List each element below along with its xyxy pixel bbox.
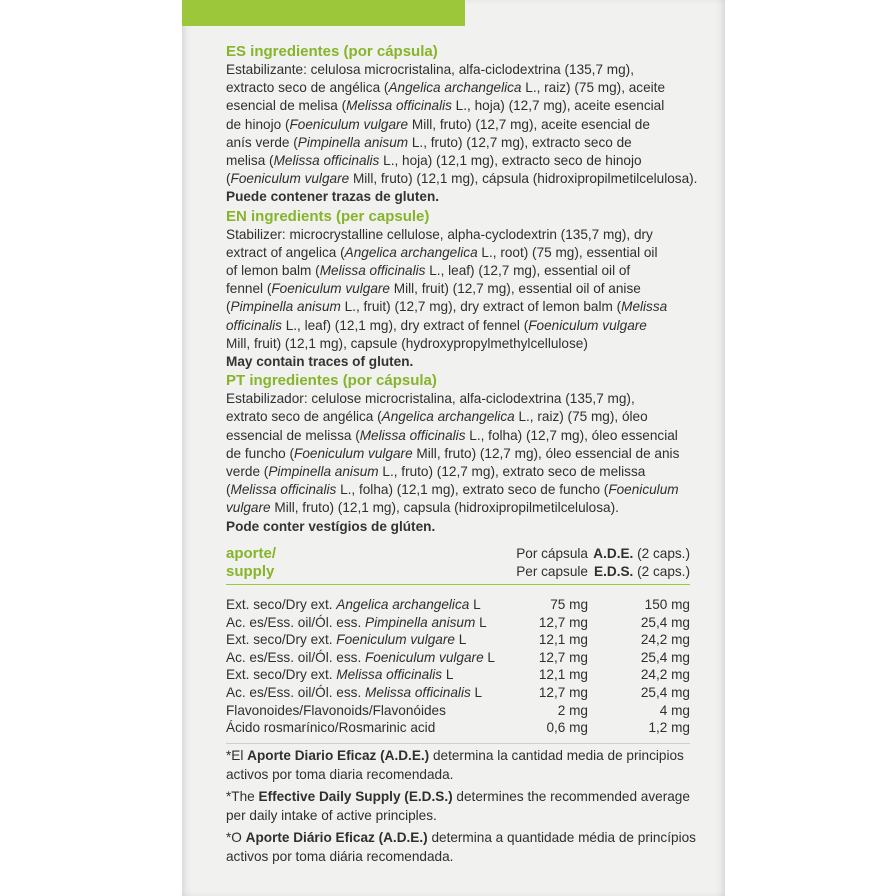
section-text-en (226, 226, 696, 353)
table-title: aporte/ supply (226, 545, 277, 580)
daily-value: 4 mg (659, 702, 690, 718)
nutrient-name: Ac. es/Ess. oil/Ól. ess. Melissa officinalis L (226, 684, 483, 700)
section-title-es: ES ingredientes (por cápsula) (226, 43, 438, 60)
daily-value: 25,4 mg (640, 614, 690, 630)
daily-value: 25,4 mg (640, 649, 690, 665)
per-capsule-value: 12,7 mg (538, 649, 588, 665)
per-capsule-value: 2 mg (557, 702, 588, 718)
footnote: *El Aporte Diario Eficaz (A.D.E.) determina la cantidad media de principios activos por toma diaria recomendada. (226, 748, 684, 782)
ingredient-line: de funcho (Foeniculum vulgare Mill, fruto) (12,7 mg), óleo essencial de anis (226, 445, 680, 461)
ingredient-line: officinalis L., leaf) (12,1 mg), dry extract of fennel (Foeniculum vulgare (226, 317, 647, 333)
daily-value: 1,2 mg (648, 720, 690, 736)
per-capsule-value: 12,1 mg (538, 667, 588, 683)
supply-table (226, 545, 690, 744)
per-capsule-value: 12,1 mg (538, 632, 588, 648)
table-header-row (226, 545, 690, 581)
ingredient-line: verde (Pimpinella anisum L., fruto) (12,7 mg), extrato seco de melissa (226, 464, 646, 480)
per-capsule-value: 75 mg (550, 597, 588, 612)
per-capsule-value: 12,7 mg (538, 614, 588, 630)
section-pt (226, 372, 696, 536)
ingredient-line: Estabilizador: celulose microcristalina, alfa-ciclodextrina (135,7 mg), (226, 391, 635, 407)
nutrient-name: Ext. seco/Dry ext. Foeniculum vulgare L (226, 632, 467, 648)
nutrient-name: Flavonoides/Flavonoids/Flavonóides (226, 702, 446, 718)
table-row (226, 596, 690, 614)
section-es (226, 43, 696, 207)
daily-value: 25,4 mg (640, 684, 690, 700)
table-row (226, 631, 690, 649)
per-capsule-value: 0,6 mg (546, 720, 588, 736)
ingredient-line: extracto seco de angélica (Angelica archangelica L., raiz) (75 mg), aceite (226, 80, 666, 96)
ingredient-line: Estabilizante: celulosa microcristalina, alfa-ciclodextrina (135,7 mg), (226, 62, 634, 77)
table-row (226, 719, 690, 737)
gluten-note-es: Puede contener trazas de gluten. (226, 189, 440, 205)
ingredient-line: (Pimpinella anisum L., fruit) (12,7 mg), dry extract of lemon balm (Melissa (226, 299, 668, 315)
ingredient-line: extract of angelica (Angelica archangelica L., root) (75 mg), essential oil (226, 244, 658, 260)
gluten-note-en: May contain traces of gluten. (226, 354, 414, 370)
table-bottom-divider (226, 737, 690, 744)
accent-bar (182, 0, 465, 26)
section-text-es (226, 61, 696, 188)
table-row (226, 614, 690, 632)
section-text-pt (226, 390, 696, 517)
ingredient-line: vulgare Mill, fruto) (12,1 mg), capsula (hidroxipropilmetilcelulosa). (226, 500, 619, 516)
daily-value: 24,2 mg (640, 632, 690, 648)
ingredient-line: (Foeniculum vulgare Mill, fruto) (12,1 mg), cápsula (hidroxipropilmetilcelulosa). (226, 171, 698, 187)
daily-value: 24,2 mg (640, 667, 690, 683)
footnotes (226, 747, 696, 870)
nutrient-name: Ext. seco/Dry ext. Angelica archangelica L (226, 597, 481, 612)
table-body (226, 596, 690, 737)
ingredient-line: fennel (Foeniculum vulgare Mill, fruit) (12,7 mg), essential oil of anise (226, 281, 641, 297)
ingredient-line: (Melissa officinalis L., folha) (12,1 mg), extrato seco de funcho (Foeniculum (226, 482, 679, 498)
table-row (226, 684, 690, 702)
per-capsule-value: 12,7 mg (538, 684, 588, 700)
section-title-en: EN ingredients (per capsule) (226, 207, 430, 225)
ingredient-line: esencial de melisa (Melissa officinalis L., hoja) (12,7 mg), aceite esencial (226, 98, 665, 114)
ingredient-line: Mill, fruit) (12,1 mg), capsule (hydroxypropylmethylcellulose) (226, 335, 588, 351)
nutrient-name: Ac. es/Ess. oil/Ól. ess. Pimpinella anisum L (226, 614, 487, 630)
table-row (226, 702, 690, 720)
table-row (226, 666, 690, 684)
gluten-note-pt: Pode conter vestígios de glúten. (226, 518, 436, 534)
section-en (226, 208, 696, 372)
footnote: *The Effective Daily Supply (E.D.S.) determines the recommended average per daily intake of active principles. (226, 789, 690, 823)
nutrient-name: Ácido rosmarínico/Rosmarinic acid (226, 720, 436, 736)
daily-header: A.D.E. (2 caps.) E.D.S. (2 caps.) (593, 546, 690, 579)
daily-value: 150 mg (644, 597, 690, 612)
ingredient-line: Stabilizer: microcrystalline cellulose, alpha-cyclodextrin (135,7 mg), dry (226, 226, 653, 242)
ingredient-line: extrato seco de angélica (Angelica archangelica L., raiz) (75 mg), óleo (226, 409, 648, 425)
ingredient-line: anís verde (Pimpinella anisum L., fruto) (12,7 mg), extracto seco de (226, 134, 632, 150)
ingredient-line: of lemon balm (Melissa officinalis L., leaf) (12,7 mg), essential oil of (226, 263, 631, 279)
ingredient-line: melisa (Melissa officinalis L., hoja) (12,1 mg), extracto seco de hinojo (226, 153, 642, 169)
footnote: *O Aporte Diário Eficaz (A.D.E.) determina a quantidade média de princípios activos por toma diária recomendada. (226, 830, 696, 864)
ingredients-block (226, 43, 696, 537)
section-title-pt: PT ingredientes (por cápsula) (226, 372, 437, 390)
nutrient-name: Ext. seco/Dry ext. Melissa officinalis L (226, 667, 454, 683)
nutrient-name: Ac. es/Ess. oil/Ól. ess. Foeniculum vulgare L (226, 649, 495, 665)
table-row (226, 649, 690, 667)
ingredient-line: de hinojo (Foeniculum vulgare Mill, fruto) (12,7 mg), aceite esencial de (226, 116, 650, 132)
per-capsule-header: Por cápsula Per capsule (516, 546, 588, 579)
ingredient-line: essencial de melissa (Melissa officinalis L., folha) (12,7 mg), óleo essencial (226, 427, 678, 443)
